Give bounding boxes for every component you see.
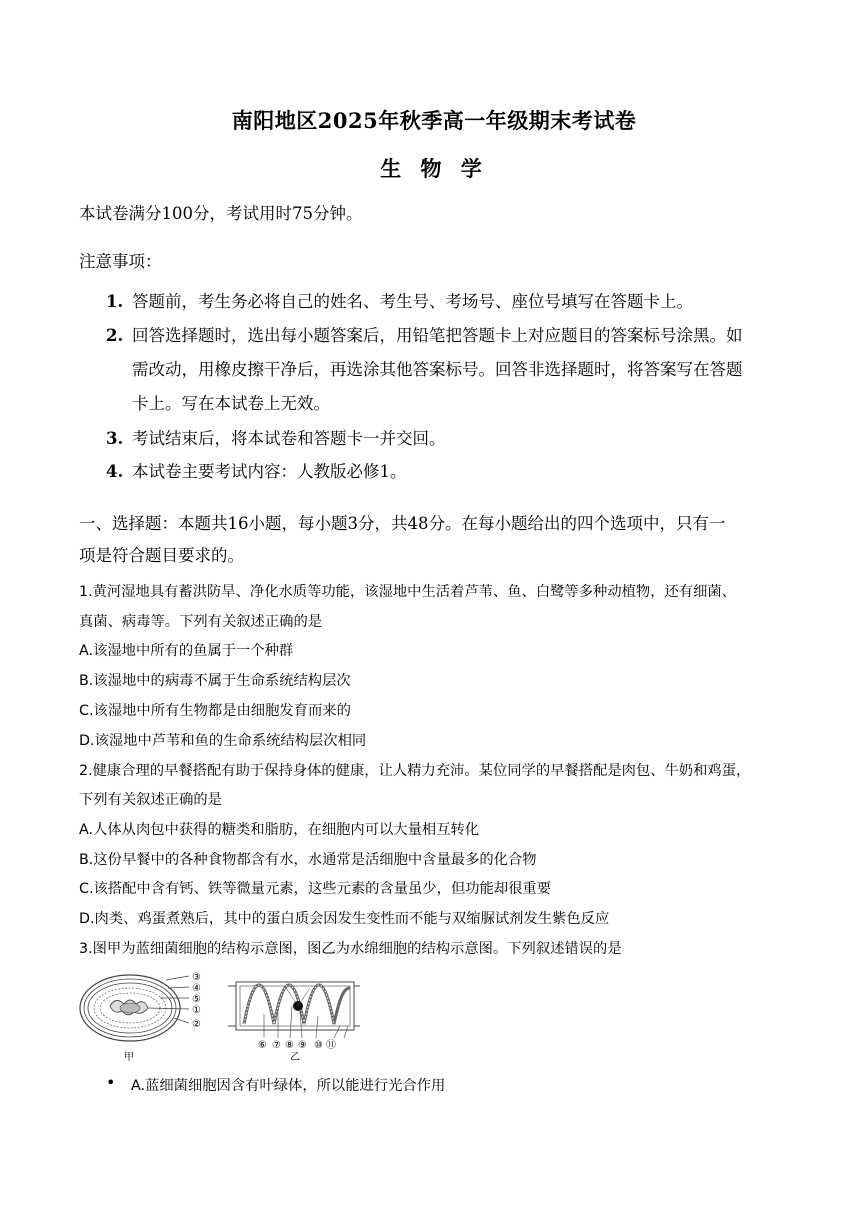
figure-caption: 乙	[290, 1052, 300, 1063]
figure-label: ①	[192, 1005, 201, 1016]
note-text: 本试卷主要考试内容：人教版必修1。	[132, 462, 407, 481]
figure-label: ②	[192, 1019, 201, 1030]
figure-label: ⑧	[285, 1040, 294, 1051]
figure-label: ⑦	[272, 1040, 281, 1051]
figure-label: ③	[192, 972, 201, 983]
cyanobacterium-diagram	[80, 975, 189, 1041]
note-item	[106, 458, 407, 482]
figure-label: ⑤	[192, 994, 201, 1005]
note-item	[106, 425, 446, 449]
list-bullet: •	[106, 1073, 116, 1092]
note-text-cont: 需改动，用橡皮擦干净后，再选涂其他答案标号。回答非选择题时，将答案写在答题	[132, 360, 743, 379]
question-stem: 2.健康合理的早餐搭配有助于保持身体的健康，让人精力充沛。某位同学的早餐搭配是肉包、牛奶和鸡蛋，	[79, 763, 751, 779]
note-number: 1.	[106, 292, 124, 311]
note-item	[106, 322, 743, 346]
note-number: 2.	[106, 326, 124, 345]
option-b: B.该湿地中的病毒不属于生命系统结构层次	[79, 673, 351, 689]
question-stem: 3.图甲为蓝细菌细胞的结构示意图，图乙为水绵细胞的结构示意图。下列叙述错误的是	[79, 941, 622, 957]
note-number: 3.	[106, 429, 124, 448]
figure-label: ⑪	[326, 1040, 336, 1051]
exam-intro: 本试卷满分100分，考试用时75分钟。	[79, 204, 363, 223]
note-number: 4.	[106, 462, 124, 481]
option-d: D.肉类、鸡蛋煮熟后，其中的蛋白质会因发生变性而不能与双缩脲试剂发生紫色反应	[79, 911, 610, 927]
figure-label: ⑥	[258, 1040, 267, 1051]
option-c: C.该搭配中含有钙、铁等微量元素，这些元素的含量虽少，但功能却很重要	[79, 881, 552, 897]
option-a: A.该湿地中所有的鱼属于一个种群	[79, 643, 294, 659]
option-a: A.蓝细菌细胞因含有叶绿体，所以能进行光合作用	[131, 1078, 446, 1094]
subject-title: 生 物 学	[380, 156, 488, 181]
figure-label: ⑩	[314, 1040, 323, 1051]
option-c: C.该湿地中所有生物都是由细胞发育而来的	[79, 703, 351, 719]
section-heading-cont: 项是符合题目要求的。	[79, 546, 244, 565]
option-a: A.人体从肉包中获得的糖类和脂肪，在细胞内可以大量相互转化	[79, 822, 480, 838]
exam-title: 南阳地区2025年秋季高一年级期末考试卷	[231, 108, 637, 133]
question-stem-cont: 真菌、病毒等。下列有关叙述正确的是	[79, 614, 323, 630]
note-text: 考试结束后，将本试卷和答题卡一并交回。	[132, 429, 446, 448]
note-text: 答题前，考生务必将自己的姓名、考生号、考场号、座位号填写在答题卡上。	[132, 292, 693, 311]
figure-label: ④	[192, 983, 201, 994]
option-b: B.这份早餐中的各种食物都含有水，水通常是活细胞中含量最多的化合物	[79, 852, 537, 868]
figure-caption: 甲	[124, 1052, 134, 1063]
note-text-cont: 卡上。写在本试卷上无效。	[132, 394, 330, 413]
question-stem-cont: 下列有关叙述正确的是	[79, 792, 222, 808]
note-item	[106, 288, 693, 312]
note-text: 回答选择题时，选出每小题答案后，用铅笔把答题卡上对应题目的答案标号涂黑。如	[132, 326, 743, 345]
cell-structure-figure	[78, 966, 368, 1064]
section-heading: 一、选择题：本题共16小题，每小题3分，共48分。在每小题给出的四个选项中，只有一	[79, 514, 726, 533]
notes-heading: 注意事项：	[79, 252, 162, 271]
figure-label: ⑨	[298, 1040, 307, 1051]
question-stem: 1.黄河湿地具有蓄洪防旱、净化水质等功能，该湿地中生活着芦苇、鱼、白鹭等多种动植物，还有细菌、	[79, 584, 736, 600]
option-d: D.该湿地中芦苇和鱼的生命系统结构层次相同	[79, 733, 367, 749]
spirogyra-diagram	[228, 982, 360, 1038]
